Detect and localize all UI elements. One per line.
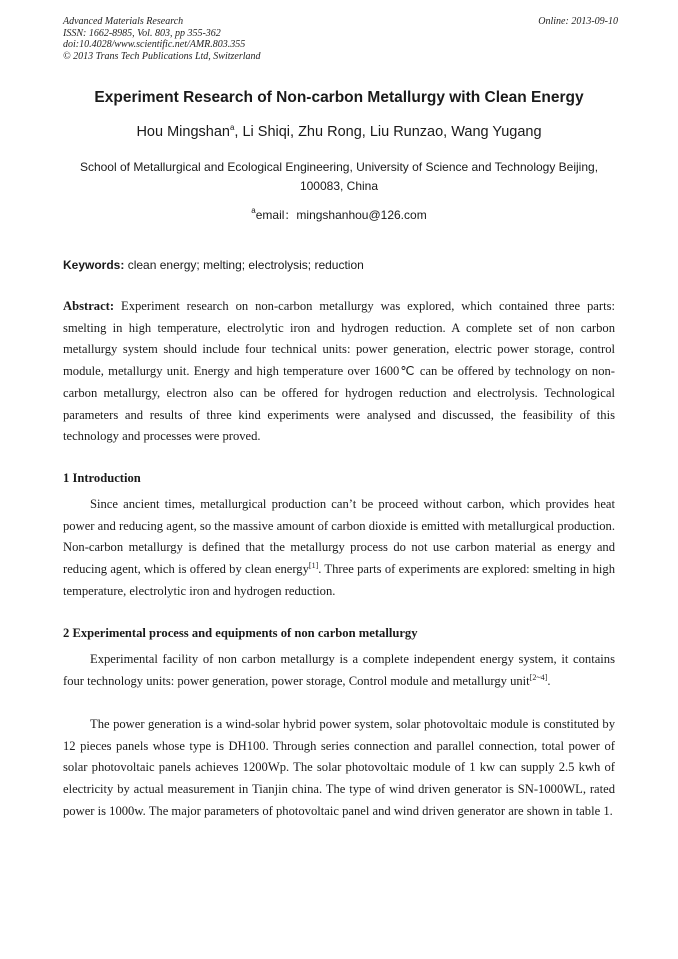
- exp-text: Experimental facility of non carbon metallurgy is a complete independent energy system, it contains four technology units: power generation, power storage, Control module and metallurgy unit: [63, 652, 615, 688]
- email-text: email：mingshanhou@126.com: [255, 208, 427, 222]
- intro-text: Since ancient times, metallurgical production can’t be proceed without carbon, which provides heat power and reducing agent, so the massive amount of carbon dioxide is emitted with metallurgical production. Non-carbon metallurgy is defined that the metallurgy process do not use carbon material as energy and reducing agent, which is offered by clean energy: [63, 497, 615, 577]
- abstract-label: Abstract:: [63, 299, 115, 313]
- intro-paragraph: [63, 494, 615, 603]
- doi-line: doi:10.4028/www.scientific.net/AMR.803.355: [63, 39, 246, 50]
- experimental-paragraph-1: [63, 649, 615, 692]
- keywords-text: clean energy; melting; electrolysis; reduction: [124, 258, 364, 272]
- copyright-line: © 2013 Trans Tech Publications Ltd, Switzerland: [63, 50, 261, 62]
- other-authors: , Li Shiqi, Zhu Rong, Liu Runzao, Wang Yugang: [234, 124, 542, 140]
- journal-header: [63, 16, 618, 62]
- abstract-text: Experiment research on non-carbon metallurgy was explored, which contained three parts: smelting in high temperature, electrolytic iron and hydrogen reduction. A complete set of non carbon metallurgy system should include four technical units: power generation, electric power storage, control module, metallurgy unit. Energy and high temperature over 1600℃ can be offered by technology on non-carbon metallurgy, electron also can be offered for hydrogen reduction and electrolysis. Technological parameters and results of three kind experiments were analysed and discussed, the feasibility of this technology and processes were proved.: [63, 299, 615, 444]
- paper-title: Experiment Research of Non-carbon Metallurgy with Clean Energy: [94, 89, 584, 106]
- section-heading-introduction: 1 Introduction: [63, 471, 141, 485]
- experimental-paragraph-2: The power generation is a wind-solar hybrid power system, solar photovoltaic module is constituted by 12 pieces panels whose type is DH100. Through series connection and parallel connection, total power of solar photovoltaic panels achieves 1200Wp. The solar photovoltaic module of 1 kw can supply 2.5 kwh of electricity by actual measurement in Tianjin china. The type of wind driven generator is SN-1000WL, rated power is 1000w. The major parameters of photovoltaic panel and wind driven generator are shown in table 1.: [63, 717, 615, 818]
- citation-ref: [2~4]: [529, 672, 548, 682]
- online-date: Online: 2013-09-10: [538, 16, 618, 27]
- issn-line: ISSN: 1662-8985, Vol. 803, pp 355-362: [63, 27, 221, 39]
- email-affil-mark: a: [251, 206, 256, 215]
- affiliation: School of Metallurgical and Ecological Engineering, University of Science and Technology Beijing, 100083, China: [79, 160, 599, 193]
- keywords-label: Keywords:: [63, 258, 125, 272]
- citation-ref: [1]: [308, 561, 319, 571]
- contact-email: [30, 206, 648, 224]
- section-heading-experimental: 2 Experimental process and equipments of non carbon metallurgy: [63, 626, 418, 640]
- abstract: [63, 296, 615, 448]
- author-list: [30, 122, 648, 142]
- keywords: [63, 256, 618, 274]
- first-author: Hou Mingshan: [136, 124, 230, 140]
- exp-text-end: .: [547, 673, 551, 688]
- author-affil-mark: a: [229, 123, 235, 132]
- intro-text-cont: . Three parts of experiments are explored: smelting in high temperature, electrolytic iron and hydrogen reduction.: [63, 562, 615, 598]
- journal-name: Advanced Materials Research: [63, 16, 184, 27]
